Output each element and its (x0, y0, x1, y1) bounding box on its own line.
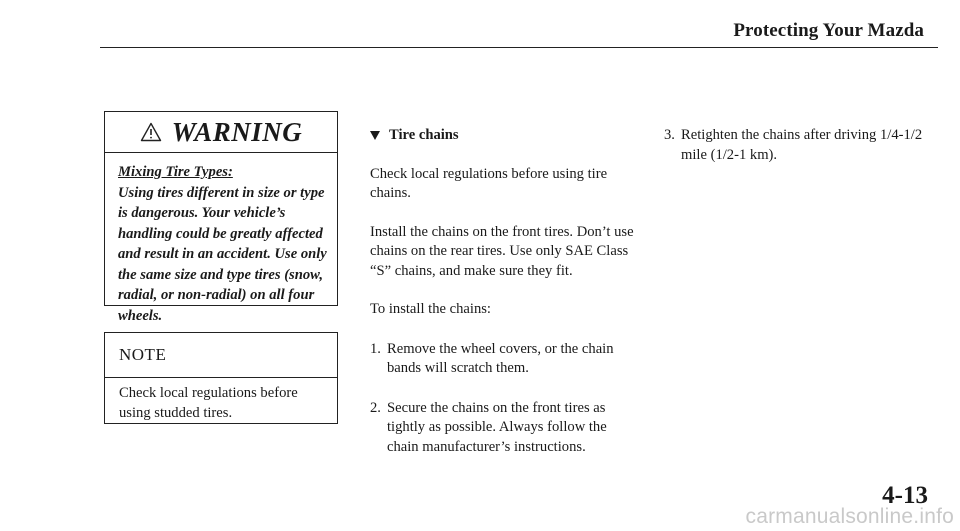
note-text: Check local regulations before using studded tires. (119, 385, 298, 421)
note-box (104, 332, 338, 424)
header-divider (100, 47, 938, 48)
numbered-step (664, 126, 924, 165)
page-header-title: Protecting Your Mazda (733, 20, 924, 41)
note-heading: NOTE (105, 333, 337, 378)
step-number: 2. (370, 399, 381, 416)
step-number: 1. (370, 340, 381, 357)
paragraph: Install the chains on the front tires. Don’t use chains on the rear tires. Use only SAE Class “S” chains, and make sure they fit. (370, 223, 634, 279)
step-text: Retighten the chains after driving 1/4-1/2 mile (1/2-1 km). (681, 127, 923, 163)
page-number: 4-13 (882, 482, 928, 509)
warning-body (105, 153, 337, 326)
warning-subtitle: Mixing Tire Types: (118, 164, 233, 180)
right-column (664, 126, 924, 165)
paragraph: Check local regulations before using tire chains. (370, 165, 608, 201)
warning-triangle-icon (140, 122, 162, 142)
numbered-step (370, 399, 640, 458)
step-text: Secure the chains on the front tires as tightly as possible. Always follow the chain manufacturer’s instructions. (387, 399, 607, 455)
tire-chains-section (370, 126, 640, 457)
warning-heading-label: WARNING (171, 116, 303, 147)
numbered-step (370, 340, 640, 379)
warning-heading (105, 112, 337, 153)
warning-box (104, 111, 338, 324)
paragraph: To install the chains: (370, 301, 491, 317)
step-text: Remove the wheel covers, or the chain bands will scratch them. (387, 340, 614, 376)
step-number: 3. (664, 127, 675, 143)
section-title-label: Tire chains (389, 127, 459, 143)
triangle-bullet-icon (370, 131, 380, 140)
section-title (370, 126, 640, 146)
warning-text: Using tires different in size or type is dangerous. Your vehicle’s handling could be greatly affected and result in an accident. Use only the same size and type tires (snow, radial, or non-radial) on all four wheels. (118, 184, 327, 324)
watermark: carmanualsonline.info (745, 505, 954, 528)
